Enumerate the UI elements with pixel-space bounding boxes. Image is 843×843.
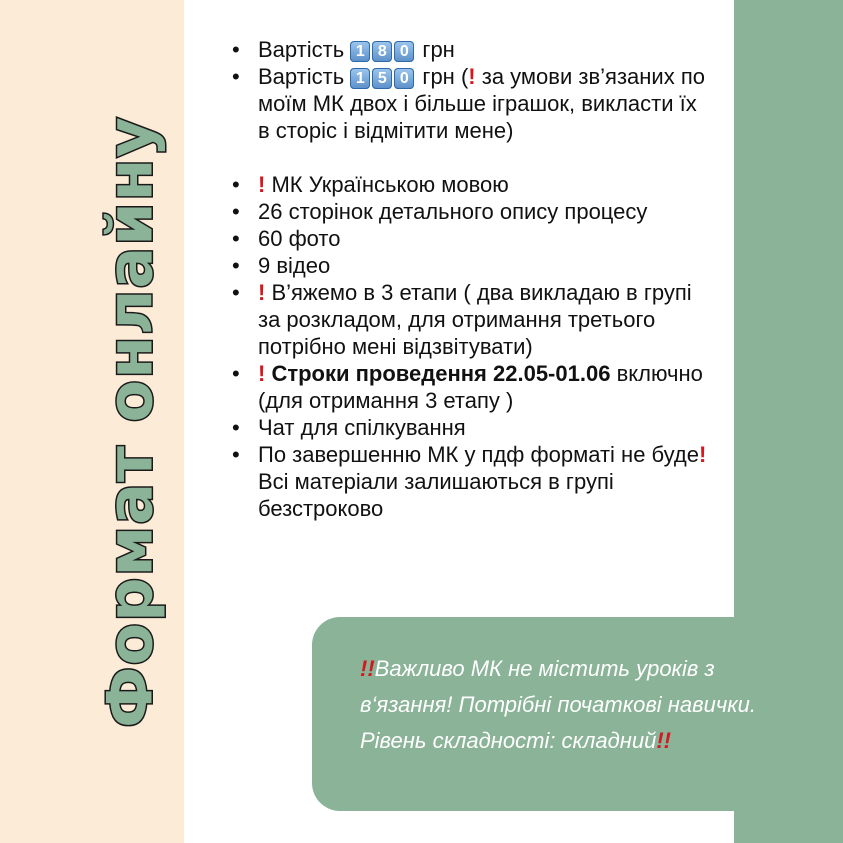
list-item-pages: • 26 сторінок детального опису процесу: [232, 198, 712, 225]
red-exclamation-icon: !: [258, 280, 266, 305]
keycap-digit-icon: 1: [350, 68, 370, 89]
keycap-digit-icon: 1: [350, 41, 370, 62]
red-exclamation-icon: !: [468, 64, 476, 89]
important-note-callout: [312, 617, 843, 811]
double-exclamation-icon: !!: [656, 728, 671, 753]
list-item-videos: • 9 відео: [232, 252, 712, 279]
info-list-panel: [232, 36, 712, 522]
list-item-stages: • ! В’яжемо в 3 етапи ( два викладаю в групі за розкладом, для отримання третього потрібно мені відзвітувати): [232, 279, 712, 360]
double-exclamation-icon: !!: [360, 656, 375, 681]
red-exclamation-icon: !: [258, 172, 266, 197]
list-item-dates: • ! Строки проведення 22.05-01.06 включно (для отримання 3 етапу ): [232, 360, 712, 414]
keycap-digit-icon: 0: [394, 41, 414, 62]
keycap-digit-icon: 5: [372, 68, 392, 89]
list-item-price-2: • Вартість 1 5 0 грн (! за умови зв’язаних по моїм МК двох і більше іграшок, викласти їх в сторіс і відмітити мене): [232, 63, 712, 144]
list-item-chat: • Чат для спілкування: [232, 414, 712, 441]
vertical-title: Формат онлайну: [93, 116, 167, 728]
list-item-language: • ! МК Українською мовою: [232, 171, 712, 198]
keycap-digit-icon: 0: [394, 68, 414, 89]
callout-text: Важливо МК не містить уроків з в‘язання! Потрібні початкові навички. Рівень складності: складний: [360, 656, 756, 753]
list-item-pdf: • По завершенню МК у пдф форматі не буде!Всі матеріали залишаються в групі безстроково: [232, 441, 712, 522]
keycap-digit-icon: 8: [372, 41, 392, 62]
list-item-photos: • 60 фото: [232, 225, 712, 252]
list-item-price-1: • Вартість 1 8 0 грн: [232, 36, 712, 63]
red-exclamation-icon: !: [258, 361, 266, 386]
red-exclamation-icon: !: [699, 442, 707, 467]
